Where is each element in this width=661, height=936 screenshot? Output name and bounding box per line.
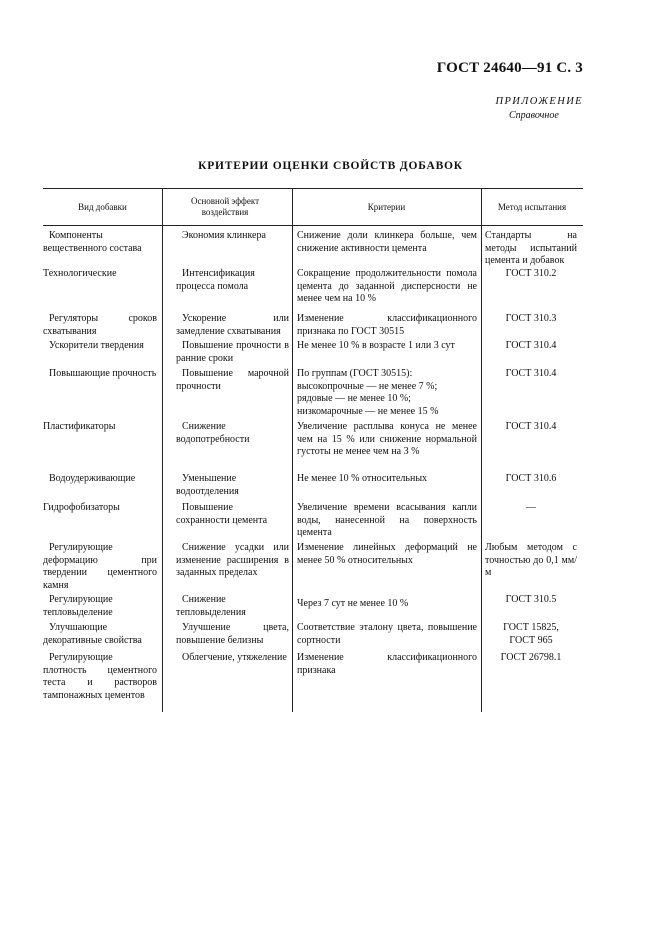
main-effect: Повышение марочной прочности	[176, 368, 289, 392]
main-effect: Интенсификация процесса помола	[176, 268, 255, 292]
column-header-effect: Основной эффект воздействия	[190, 196, 260, 217]
criteria: Изменение линейных деформаций не менее 50 % относительных	[297, 542, 477, 566]
test-method: ГОСТ 310.3	[505, 313, 557, 324]
criteria: Увеличение расплыва конуса не менее чем на 15 % или снижение нормальной густоты не менее чем на 3 %	[297, 421, 477, 457]
additive-type: Повышающие прочность	[49, 368, 157, 379]
additive-type: Улучшающие декоративные свойства	[43, 622, 142, 646]
test-method: Стандарты на методы испытаний цемента и добавок	[485, 230, 577, 266]
criteria-line: низкомарочные — не менее 15 %	[297, 405, 439, 417]
additive-type: Ускорители твердения	[49, 340, 144, 351]
test-method: ГОСТ 310.4	[505, 340, 557, 351]
criteria: Через 7 сут не менее 10 %	[297, 598, 409, 609]
column-divider	[481, 188, 482, 712]
document-title: КРИТЕРИИ ОЦЕНКИ СВОЙСТВ ДОБАВОК	[198, 160, 463, 172]
table-header-rule	[43, 225, 583, 226]
main-effect: Снижение усадки или изменение расширения в заданных пределах	[176, 542, 289, 578]
test-method: ГОСТ 310.4	[505, 421, 557, 432]
standard-header: ГОСТ 24640—91 С. 3	[436, 60, 583, 76]
additive-type: Гидрофобизаторы	[43, 502, 120, 513]
criteria-line: высокопрочные — не менее 7 %;	[297, 380, 438, 392]
table-top-rule	[43, 188, 583, 189]
criteria: Не менее 10 % относительных	[297, 473, 428, 484]
column-header-criteria: Критерии	[367, 201, 406, 212]
criteria-line: По группам (ГОСТ 30515):	[297, 368, 413, 379]
main-effect: Снижение водопотребности	[176, 421, 250, 445]
main-effect: Повышение сохранности цемента	[176, 502, 268, 526]
appendix-label: ПРИЛОЖЕНИЕ	[495, 96, 583, 107]
test-method: ГОСТ 310.5	[505, 594, 557, 605]
additive-type: Технологические	[43, 268, 117, 279]
column-divider	[292, 188, 293, 712]
criteria: Сокращение продолжительности помола цемента до заданной дисперсности не менее чем на 10 %	[297, 268, 477, 304]
criteria: Не менее 10 % в возрасте 1 или 3 сут	[297, 340, 455, 351]
criteria	[297, 368, 477, 418]
test-method: ГОСТ 310.2	[505, 268, 557, 279]
criteria: Увеличение времени всасывания капли воды, нанесенной на поверхность цемента	[297, 502, 477, 538]
main-effect: Снижение тепловыделения	[176, 594, 246, 618]
test-method: —	[526, 502, 536, 513]
additive-type: Компоненты вещественного состава	[43, 230, 142, 254]
appendix-note: Справочное	[509, 110, 559, 121]
additive-type: Водоудерживающие	[49, 473, 136, 484]
test-method: ГОСТ 310.4	[505, 368, 557, 379]
test-method: Любым методом с точностью до 0,1 мм/м	[485, 542, 577, 578]
criteria: Изменение классификационного признака	[297, 652, 477, 676]
criteria-line: рядовые — не менее 10 %;	[297, 393, 411, 404]
column-divider	[162, 188, 163, 712]
column-header-method: Метод испытания	[497, 201, 567, 212]
main-effect: Ускорение или замедление схватывания	[176, 313, 289, 337]
test-method: ГОСТ 15825, ГОСТ 965	[503, 622, 559, 646]
main-effect: Уменьшение водоотделения	[176, 473, 239, 497]
criteria: Соответствие эталону цвета, повышение сортности	[297, 622, 477, 646]
test-method: ГОСТ 26798.1	[500, 652, 562, 663]
main-effect: Повышение прочности в ранние сроки	[176, 340, 289, 364]
main-effect: Облегчение, утяжеление	[182, 652, 287, 663]
test-method: ГОСТ 310.6	[505, 473, 557, 484]
additive-type: Регулирующие деформацию при твердении цементного камня	[43, 542, 157, 591]
additive-type: Регулирующие тепловыделение	[43, 594, 113, 618]
criteria: Снижение доли клинкера больше, чем снижение активности цемента	[297, 230, 477, 254]
additive-type: Пластификаторы	[43, 421, 116, 432]
criteria: Изменение классификационного признака по ГОСТ 30515	[297, 313, 477, 337]
main-effect: Улучшение цвета, повышение белизны	[176, 622, 289, 646]
main-effect: Экономия клинкера	[182, 230, 266, 241]
column-header-type: Вид добавки	[78, 201, 127, 212]
additive-type: Регулирующие плотность цементного теста и растворов тампонажных цементов	[43, 652, 157, 701]
additive-type: Регуляторы сроков схватывания	[43, 313, 157, 337]
